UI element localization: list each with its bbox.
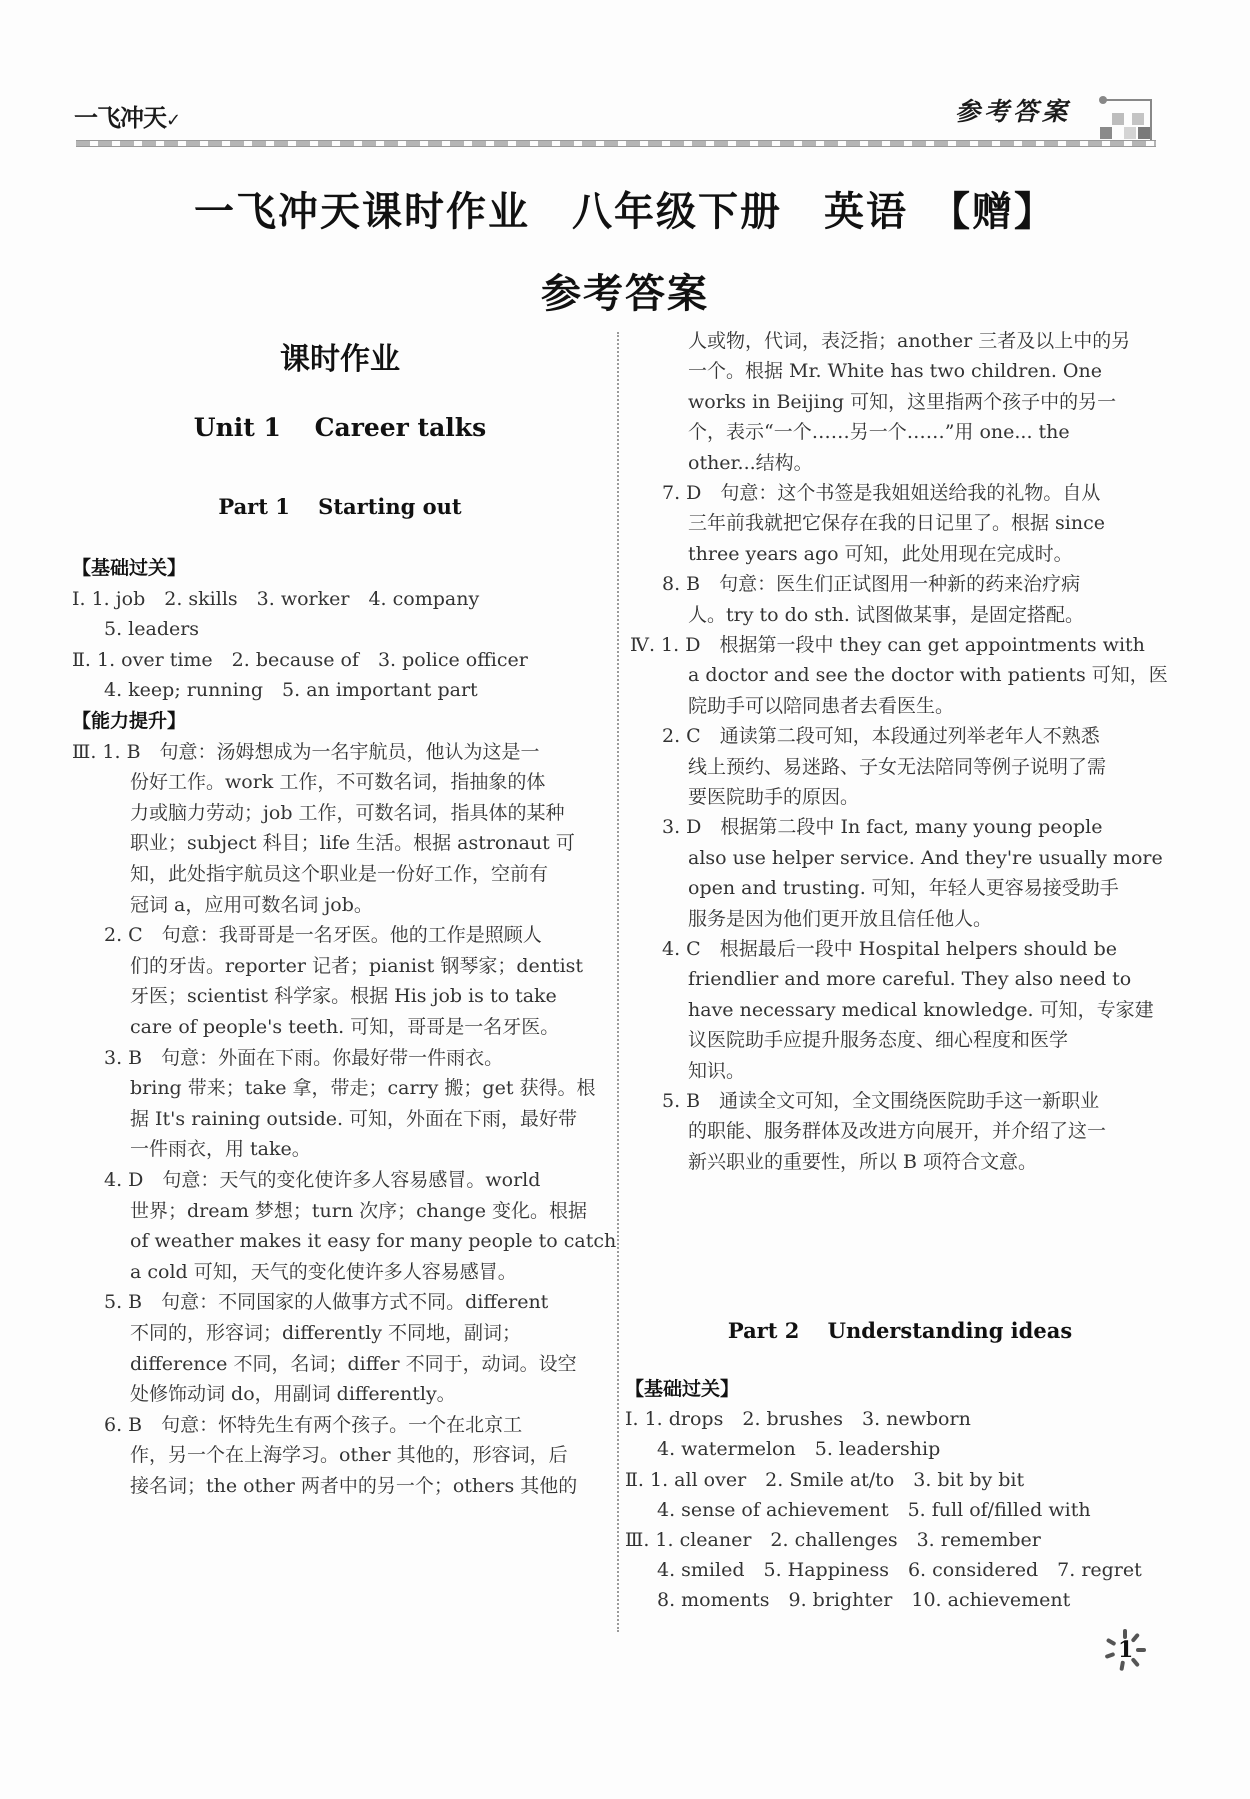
answer-line: 4. smiled 5. Happiness 6. considered 7. regret <box>657 1559 1142 1582</box>
answer-line: 份好工作。work 工作，不可数名词，指抽象的体 <box>130 771 546 794</box>
answer-line: Ⅱ. 1. over time 2. because of 3. police officer <box>72 648 528 671</box>
column-divider <box>617 332 619 1632</box>
answer-line: 冠词 a，应用可数名词 job。 <box>130 893 373 916</box>
answer-line: 院助手可以陪同患者去看医生。 <box>688 694 955 717</box>
answer-line: 职业；subject 科目；life 生活。根据 astronaut 可 <box>130 832 575 855</box>
brand-logo-text: 一飞冲天 <box>74 104 166 132</box>
section-tag: 【基础过关】 <box>72 557 187 579</box>
answer-line: open and trusting. 可知，年轻人更容易接受助手 <box>688 877 1119 900</box>
page-title: 一飞冲天课时作业 八年级下册 英语 【赠】 <box>194 189 1056 235</box>
answer-line: works in Beijing 可知，这里指两个孩子中的另一 <box>688 390 1117 413</box>
answer-line: difference 不同，名词；differ 不同于，动词。设空 <box>130 1352 577 1375</box>
answer-line: care of people's teeth. 可知，哥哥是一名牙医。 <box>130 1016 560 1038</box>
answer-line: 8. moments 9. brighter 10. achievement <box>657 1589 1071 1612</box>
answer-line: 知识。 <box>688 1059 746 1082</box>
answer-line: 一件雨衣，用 take。 <box>130 1138 311 1161</box>
answer-line: 6. B 句意：怀特先生有两个孩子。一个在北京工 <box>104 1413 523 1436</box>
answer-line: 新兴职业的重要性，所以 B 项符合文意。 <box>688 1150 1038 1173</box>
answer-line: 要医院助手的原因。 <box>688 786 860 808</box>
answer-line: 三年前我就把它保存在我的日记里了。根据 since <box>688 512 1105 535</box>
answer-line: 4. C 根据最后一段中 Hospital helpers should be <box>662 938 1118 960</box>
answer-line: 2. C 通读第二段可知，本段通过列举老年人不熟悉 <box>662 725 1100 748</box>
part2-title: Part 2 Understanding ideas <box>727 1318 1073 1343</box>
page-number-badge <box>1100 1625 1150 1675</box>
section-tag: 【能力提升】 <box>72 710 187 732</box>
page-subtitle: 参考答案 <box>541 271 709 317</box>
unit-title: Unit 1 Career talks <box>193 413 487 442</box>
header-divider <box>76 140 1156 147</box>
answer-line: 个，表示“一个……另一个……”用 one... the <box>688 421 1070 444</box>
answer-line: Ⅲ. 1. cleaner 2. challenges 3. remember <box>625 1529 1041 1551</box>
answer-line: 据 It's raining outside. 可知，外面在下雨，最好带 <box>130 1107 578 1130</box>
answer-line: have necessary medical knowledge. 可知，专家建 <box>688 998 1154 1021</box>
answer-line: other...结构。 <box>688 451 813 474</box>
section-title: 课时作业 <box>280 342 400 377</box>
answer-line: three years ago 可知，此处用现在完成时。 <box>688 542 1073 565</box>
answer-line: of weather makes it easy for many people to catch <box>130 1230 617 1253</box>
part-title: Part 1 Starting out <box>218 494 462 519</box>
answer-line: Ⅳ. 1. D 根据第一段中 they can get appointments with <box>630 634 1145 656</box>
page-number: 1 <box>1118 1637 1134 1663</box>
answer-line: 人或物，代词，表泛指；another 三者及以上中的另 <box>688 330 1131 352</box>
answer-line: 处修饰动词 do，用副词 differently。 <box>130 1383 456 1406</box>
answer-line: 作，另一个在上海学习。other 其他的，形容词，后 <box>130 1444 568 1467</box>
answer-line: 3. B 句意：外面在下雨。你最好带一件雨衣。 <box>104 1046 504 1069</box>
answer-line: Ⅲ. 1. B 句意：汤姆想成为一名宇航员，他认为这是一 <box>72 740 540 763</box>
answer-line: 的职能、服务群体及改进方向展开，并介绍了这一 <box>688 1120 1107 1143</box>
brand-logo <box>74 98 180 133</box>
answer-line: 牙医；scientist 科学家。根据 His job is to take <box>130 985 557 1008</box>
answer-line: 4. watermelon 5. leadership <box>657 1438 941 1461</box>
answer-line: 线上预约、易迷路、子女无法陪同等例子说明了需 <box>688 755 1107 778</box>
section-tag: 【基础过关】 <box>625 1378 740 1400</box>
answer-line: 知，此处指宇航员这个职业是一份好工作，空前有 <box>130 863 549 885</box>
answer-line: 3. D 根据第二段中 In fact, many young people <box>662 816 1103 839</box>
answer-line: a doctor and see the doctor with patients 可知，医 <box>688 664 1168 687</box>
answer-line: Ⅱ. 1. all over 2. Smile at/to 3. bit by bit <box>625 1468 1025 1491</box>
answer-line: 4. sense of achievement 5. full of/filled with <box>657 1498 1091 1521</box>
answer-line: 7. D 句意：这个书签是我姐姐送给我的礼物。自从 <box>662 482 1101 504</box>
checkmark-icon: ✓ <box>166 110 181 131</box>
answer-line: 2. C 句意：我哥哥是一名牙医。他的工作是照顾人 <box>104 924 542 947</box>
answer-line: 一个。根据 Mr. White has two children. One <box>688 360 1102 383</box>
answer-line: 5. B 通读全文可知，全文围绕医院助手这一新职业 <box>662 1090 1100 1112</box>
answer-line: 们的牙齿。reporter 记者；pianist 钢琴家；dentist <box>130 954 584 977</box>
answer-line: 接名词；the other 两者中的另一个；others 其他的 <box>130 1475 578 1497</box>
answer-line: 5. leaders <box>104 618 200 641</box>
answer-line: 人。try to do sth. 试图做某事，是固定搭配。 <box>688 603 1084 626</box>
answer-line: 世界；dream 梦想；turn 次序；change 变化。根据 <box>130 1199 587 1222</box>
answer-line: 4. keep; running 5. an important part <box>104 679 478 702</box>
answer-line: also use helper service. And they're usually more <box>688 846 1163 869</box>
answer-line: Ⅰ. 1. job 2. skills 3. worker 4. company <box>72 587 480 610</box>
header-checker-decoration-icon <box>1086 97 1156 145</box>
answer-line: friendlier and more careful. They also need to <box>688 968 1132 991</box>
answer-line: 力或脑力劳动；job 工作，可数名词，指具体的某种 <box>130 801 565 824</box>
answer-line: 8. B 句意：医生们正试图用一种新的药来治疗病 <box>662 573 1081 596</box>
answer-line: 4. D 句意：天气的变化使许多人容易感冒。world <box>104 1169 541 1191</box>
answer-line: Ⅰ. 1. drops 2. brushes 3. newborn <box>625 1408 971 1431</box>
header-answer-label: 参考答案 <box>955 97 1072 126</box>
answer-line: 5. B 句意：不同国家的人做事方式不同。different <box>104 1291 549 1314</box>
answer-line: 不同的，形容词；differently 不同地，副词； <box>130 1322 522 1344</box>
answer-line: 服务是因为他们更开放且信任他人。 <box>688 907 993 930</box>
answer-line: bring 带来；take 拿，带走；carry 搬；get 获得。根 <box>130 1077 596 1100</box>
answer-line: 议医院助手应提升服务态度、细心程度和医学 <box>688 1029 1069 1052</box>
answer-line: a cold 可知，天气的变化使许多人容易感冒。 <box>130 1260 517 1283</box>
